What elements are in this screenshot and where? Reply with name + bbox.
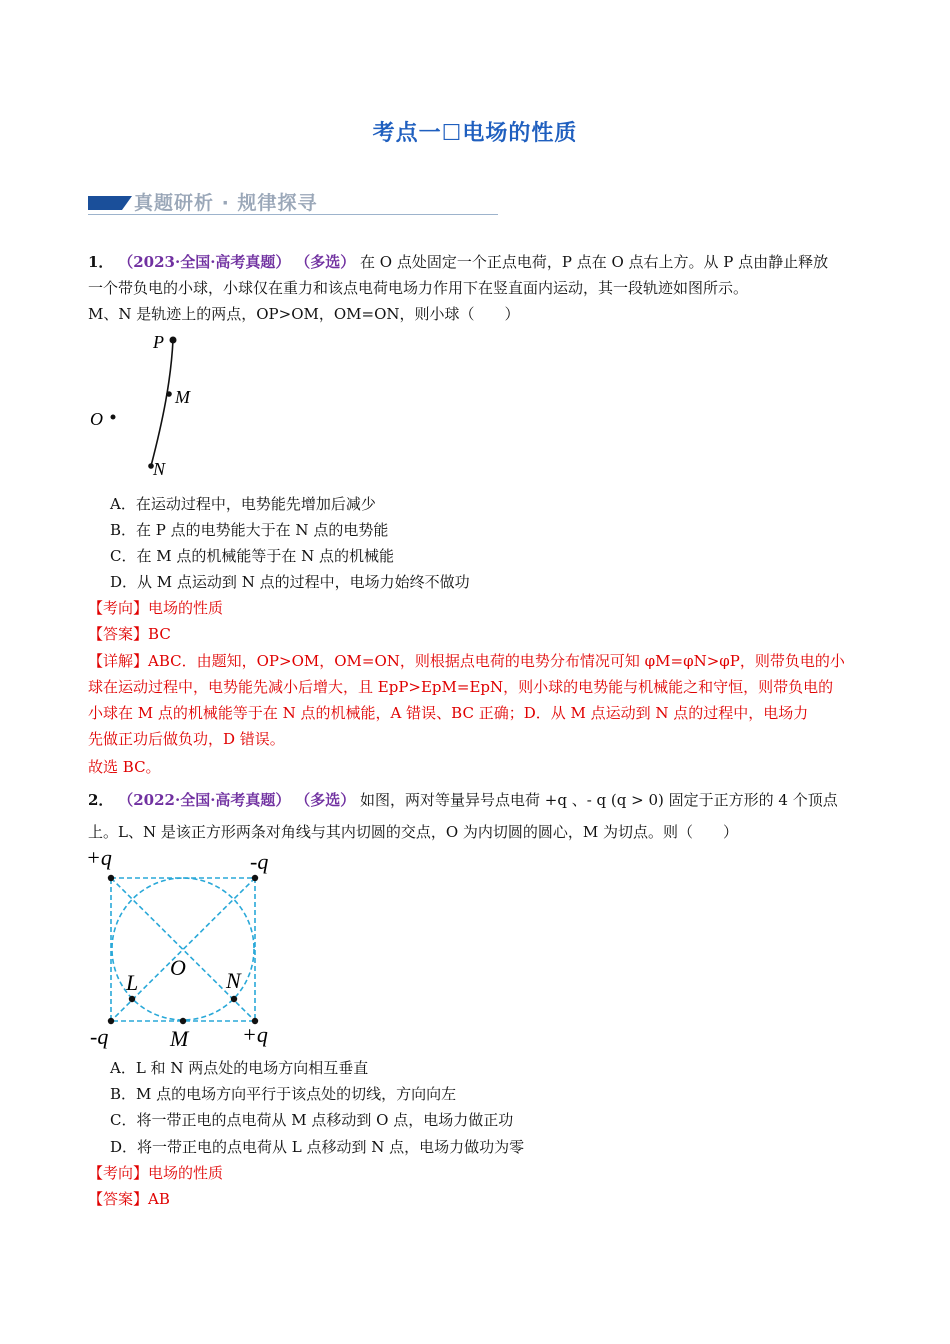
q1-option-b[interactable]: B．在 P 点的电势能大于在 N 点的电势能 [110, 521, 389, 539]
q2-answer [88, 1189, 170, 1209]
label-top-left: +q [86, 845, 112, 870]
vertex-bottom-left [108, 1018, 114, 1024]
q2-source: （2022·全国·高考真题） [118, 791, 291, 809]
q1-stem-line1 [88, 252, 828, 272]
label-m: M [175, 387, 190, 407]
label-top-right: -q [250, 849, 269, 874]
q1-answer-label: 【答案】 [88, 625, 149, 643]
q1-source: （2023·全国·高考真题） [118, 253, 291, 271]
q1-conclusion: 故选 BC。 [88, 758, 161, 776]
q1-kaoxiang [88, 598, 223, 618]
q1-answer-text: BC [148, 625, 171, 643]
q1-stem-text1: 在 O 点处固定一个正点电荷，P 点在 O 点右上方。从 P 点由静止释放 [360, 253, 829, 271]
q2-answer-label: 【答案】 [88, 1190, 149, 1208]
banner-underline [88, 214, 498, 215]
q1-stem-line2: 一个带负电的小球，小球仅在重力和该点电荷电场力作用下在竖直面内运动，其一段轨迹如图所示。 [88, 279, 749, 297]
q1-detail-line1 [88, 651, 845, 671]
q1-stem-line3: M、N 是轨迹上的两点，OP>OM，OM=ON，则小球（ ） [88, 305, 520, 323]
q1-detail-line4: 先做正功后做负功，D 错误。 [88, 730, 285, 748]
label-p: P [153, 332, 164, 352]
q1-detail-line2: 球在运动过程中，电势能先减小后增大，且 EpP>EpM=EpN，则小球的电势能与机械能之和守恒，则带负电的 [88, 678, 834, 696]
label-o: O [90, 409, 103, 429]
section-banner [88, 188, 498, 218]
banner-text: 真题研析 · 规律探寻 [134, 192, 318, 214]
q1-answer [88, 624, 171, 644]
vertex-top-right [252, 875, 258, 881]
point-p [170, 337, 177, 344]
vertex-top-left [108, 875, 114, 881]
label-n: N [226, 968, 241, 993]
q2-type: （多选） [295, 791, 356, 809]
q1-detail-text1: ABC．由题知，OP>OM，OM=ON，则根据点电荷的电势分布情况可知 φM=φN>φP，则带负电的小 [148, 652, 845, 670]
q2-option-a[interactable]: A．L 和 N 两点处的电场方向相互垂直 [110, 1059, 369, 1077]
label-l: L [126, 970, 139, 995]
q2-stem-line1 [88, 790, 838, 810]
q2-option-c[interactable]: C．将一带正电的点电荷从 M 点移动到 O 点，电场力做正功 [110, 1111, 514, 1129]
point-l [129, 996, 135, 1002]
point-m [180, 1018, 186, 1024]
q1-option-d[interactable]: D．从 M 点运动到 N 点的过程中，电场力始终不做功 [110, 573, 470, 591]
point-m [166, 391, 172, 397]
trajectory-curve [151, 340, 173, 466]
label-o: O [170, 955, 186, 980]
q1-number: 1． [88, 253, 114, 271]
q2-kaoxiang [88, 1163, 223, 1183]
point-o [111, 415, 116, 420]
q2-kaoxiang-text: 电场的性质 [148, 1164, 224, 1182]
q1-trajectory-figure [85, 330, 215, 480]
banner-arrow [122, 196, 132, 210]
q1-kaoxiang-text: 电场的性质 [148, 599, 224, 617]
q1-option-a[interactable]: A．在运动过程中，电势能先增加后减少 [110, 495, 376, 513]
point-n [231, 996, 237, 1002]
q2-number: 2． [88, 791, 114, 809]
q2-kaoxiang-label: 【考向】 [88, 1164, 149, 1182]
q2-answer-text: AB [148, 1190, 170, 1208]
page-title: 考点一☐电场的性质 [372, 121, 578, 146]
q1-option-c[interactable]: C．在 M 点的机械能等于在 N 点的机械能 [110, 547, 395, 565]
q1-type: （多选） [295, 253, 356, 271]
label-m: M [170, 1026, 189, 1051]
q1-detail-line3: 小球在 M 点的机械能等于在 N 点的机械能，A 错误、BC 正确；D．从 M 点运动到 N 点的过程中，电场力 [88, 704, 809, 722]
q2-stem-text1: 如图，两对等量异号点电荷 +q 、- q (q > 0) 固定于正方形的 4 个顶点 [360, 791, 838, 809]
q2-stem-line2: 上。L、N 是该正方形两条对角线与其内切圆的交点，O 为内切圆的圆心，M 为切点。则（ ） [88, 823, 739, 841]
q2-option-b[interactable]: B．M 点的电场方向平行于该点处的切线，方向向左 [110, 1085, 457, 1103]
q1-kaoxiang-label: 【考向】 [88, 599, 149, 617]
label-bottom-left: -q [90, 1024, 109, 1049]
q1-detail-label: 【详解】 [88, 652, 149, 670]
q2-square-figure [84, 842, 284, 1052]
banner-bar [88, 196, 122, 210]
label-bottom-right: +q [242, 1022, 268, 1047]
q2-option-d[interactable]: D．将一带正电的点电荷从 L 点移动到 N 点，电场力做功为零 [110, 1138, 525, 1156]
label-n: N [153, 459, 166, 479]
